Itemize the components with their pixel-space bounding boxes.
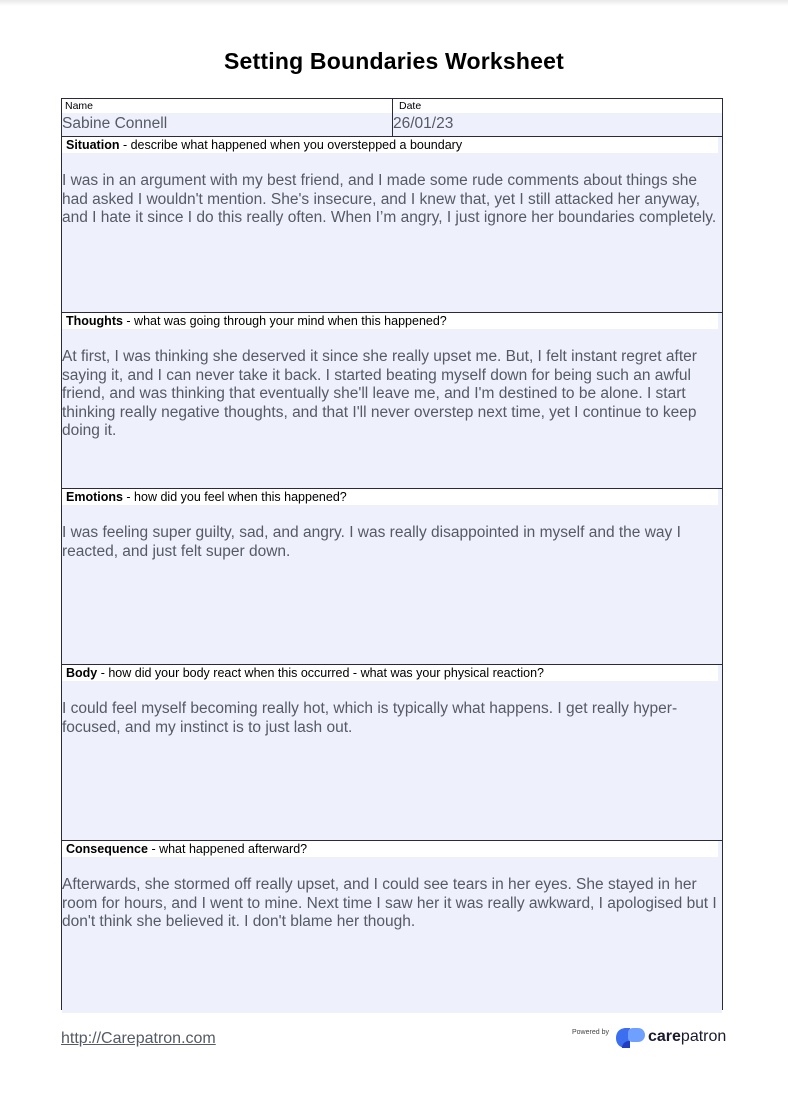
carepatron-wordmark <box>648 1028 726 1046</box>
brand-rest-text: patron <box>680 1028 727 1045</box>
name-value: Sabine Connell <box>62 115 168 132</box>
powered-by-label: Powered by <box>572 1029 609 1036</box>
thoughts-section[interactable] <box>62 313 722 489</box>
page-title: Setting Boundaries Worksheet <box>223 48 564 74</box>
header-row <box>62 99 722 137</box>
body-heading: Body <box>66 666 98 680</box>
body-prompt: - how did your body react when this occurred - what was your physical reaction? <box>97 666 544 680</box>
emotions-label <box>62 489 718 505</box>
consequence-text: Afterwards, she stormed off really upset, and I could see tears in her eyes. She stayed in her room for hours, and I went to mine. Next time I saw her it was really awkward, I apologised but I don't think she believed it. I don't blame her though. <box>62 876 717 930</box>
thoughts-text: At first, I was thinking she deserved it since she really upset me. But, I felt instant regret after saying it, and I can never take it back. I started beating myself down for being such an awful friend, and was thinking that eventually she'll leave me, and I'm destined to be alone. I start thinking really negative thoughts, and that I'll never overstep next time, yet I continue to keep doing it. <box>62 348 697 439</box>
body-text: I could feel myself becoming really hot, which is typically what happens. I get really hyper-focused, and my instinct is to just lash out. <box>62 700 678 736</box>
name-field[interactable] <box>62 99 393 136</box>
consequence-prompt: - what happened afterward? <box>147 842 308 856</box>
name-label: Name <box>62 99 392 113</box>
brand-bold-text: care <box>648 1028 681 1045</box>
worksheet-form <box>61 98 723 1010</box>
emotions-section[interactable] <box>62 489 722 665</box>
date-value: 26/01/23 <box>393 115 454 132</box>
situation-label <box>62 137 718 153</box>
carepatron-link[interactable]: http://Carepatron.com <box>61 1030 216 1047</box>
consequence-section[interactable] <box>62 841 722 1013</box>
thoughts-heading: Thoughts <box>66 314 123 328</box>
date-label: Date <box>393 99 722 113</box>
consequence-heading: Consequence <box>66 842 148 856</box>
emotions-prompt: - how did you feel when this happened? <box>122 490 347 504</box>
date-field[interactable] <box>393 99 722 136</box>
emotions-heading: Emotions <box>66 490 123 504</box>
situation-prompt: - describe what happened when you overstepped a boundary <box>119 138 463 152</box>
situation-text: I was in an argument with my best friend, and I made some rude comments about things she had asked I wouldn't mention. She's insecure, and I knew that, yet I still attacked her anyway, and I hate it since I do this really often. When I’m angry, I just ignore her boundaries completely. <box>62 172 717 226</box>
body-label <box>62 665 718 681</box>
page-top-shadow <box>0 0 788 6</box>
thoughts-label <box>62 313 718 329</box>
emotions-text: I was feeling super guilty, sad, and angry. I was really disappointed in myself and the way I reacted, and just felt super down. <box>62 524 681 560</box>
situation-heading: Situation <box>66 138 120 152</box>
situation-section[interactable] <box>62 137 722 313</box>
carepatron-logo-icon <box>614 1027 646 1049</box>
consequence-label <box>62 841 718 857</box>
body-section[interactable] <box>62 665 722 841</box>
thoughts-prompt: - what was going through your mind when this happened? <box>122 314 447 328</box>
